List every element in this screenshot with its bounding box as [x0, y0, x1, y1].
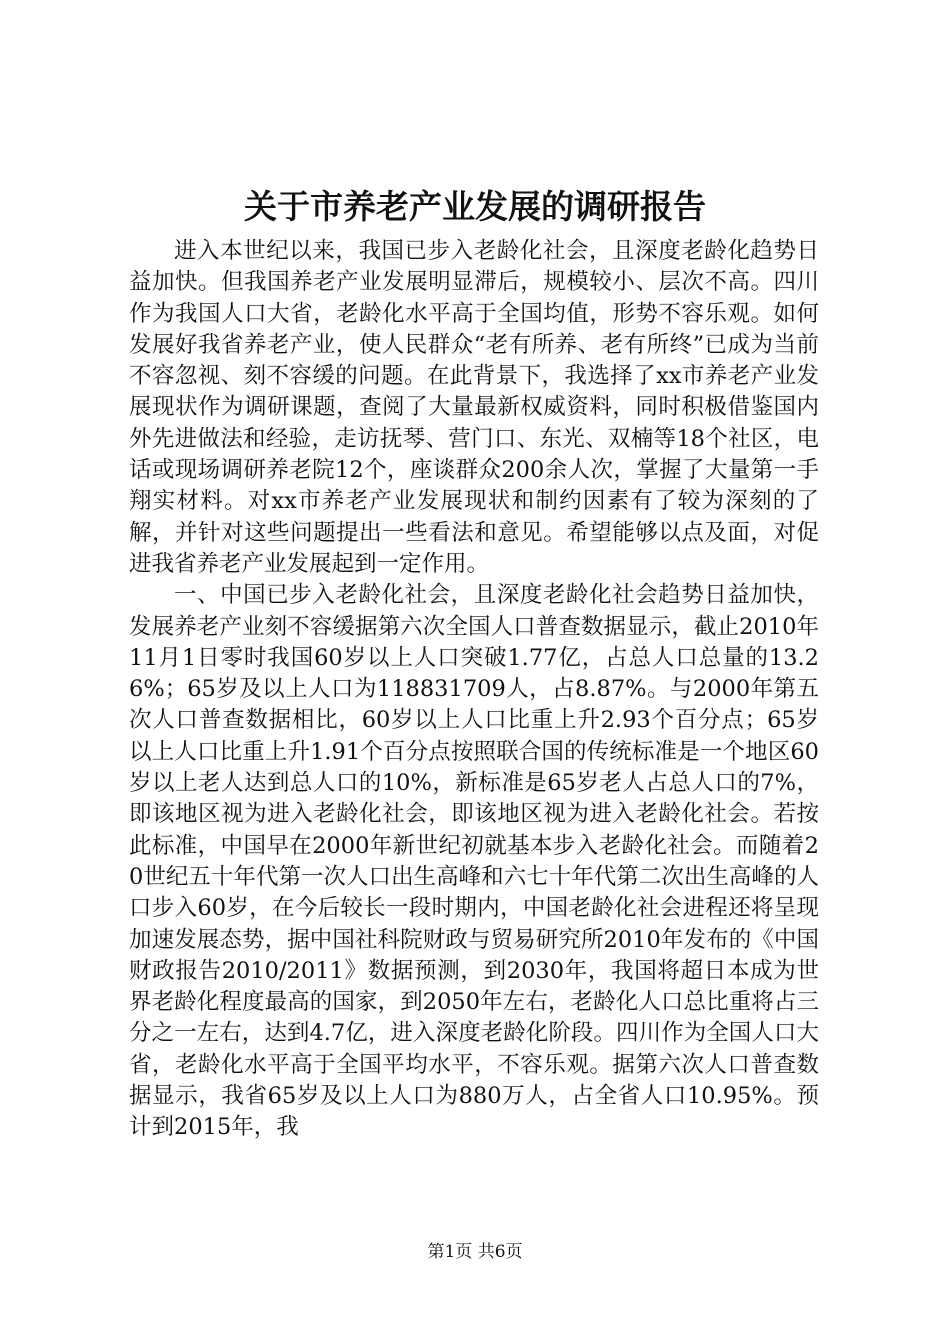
- page-footer: 第1页 共6页: [427, 1242, 523, 1262]
- paragraph-introduction: 进入本世纪以来，我国已步入老龄化社会，且深度老龄化趋势日益加快。但我国养老产业发展明显滞后，规模较小、层次不高。四川作为我国人口大省，老龄化水平高于全国均值，形势不容乐观。如何发展好我省养老产业，使人民群众“老有所养、老有所终”已成为当前不容忽视、刻不容缓的问题。在此背景下，我选择了xx市养老产业发展现状作为调研课题，查阅了大量最新权威资料，同时积极借鉴国内外先进做法和经验，走访抚琴、营门口、东光、双楠等18个社区，电话或现场调研养老院12个，座谈群众200余人次，掌握了大量第一手翔实材料。对xx市养老产业发展现状和制约因素有了较为深刻的了解，并针对这些问题提出一些看法和意见。希望能够以点及面，对促进我省养老产业发展起到一定作用。: [129, 238, 819, 577]
- document-title: 关于市养老产业发展的调研报告: [244, 187, 706, 226]
- paragraph-section-one: 一、中国已步入老龄化社会，且深度老龄化社会趋势日益加快，发展养老产业刻不容缓据第六次全国人口普查数据显示，截止2010年11月1日零时我国60岁以上人口突破1.77亿，占总人口总量的13.26%；65岁及以上人口为118831709人，占8.87%。与2000年第五次人口普查数据相比，60岁以上人口比重上升2.93个百分点；65岁以上人口比重上升1.91个百分点按照联合国的传统标准是一个地区60岁以上老人达到总人口的10%，新标准是65岁老人占总人口的7%，即该地区视为进入老龄化社会，即该地区视为进入老龄化社会。若按此标准，中国早在2000年新世纪初就基本步入老龄化社会。而随着20世纪五十年代第一次人口出生高峰和六七十年代第二次出生高峰的人口步入60岁，在今后较长一段时期内，中国老龄化社会进程还将呈现加速发展态势，据中国社科院财政与贸易研究所2010年发布的《中国财政报告2010/2011》数据预测，到2030年，我国将超日本成为世界老龄化程度最高的国家，到2050年左右，老龄化人口总比重将占三分之一左右，达到4.7亿，进入深度老龄化阶段。四川作为全国人口大省，老龄化水平高于全国平均水平，不容乐观。据第六次人口普查数据显示，我省65岁及以上人口为880万人，占全省人口10.95%。预计到2015年，我: [129, 582, 819, 1141]
- document-body: [129, 236, 819, 1144]
